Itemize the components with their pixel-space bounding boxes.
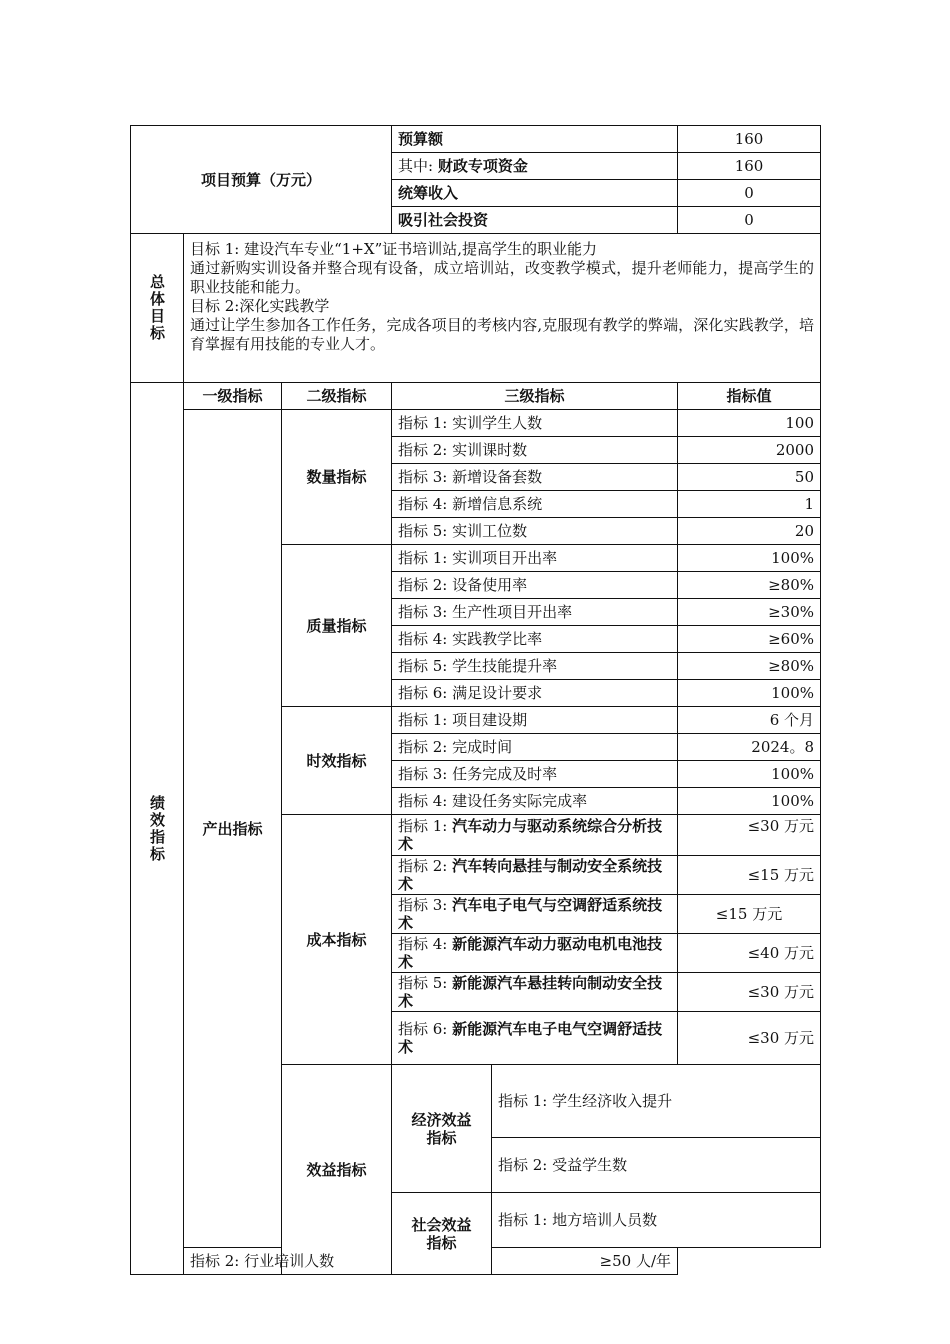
cost-value-4: ≤40 万元: [678, 934, 821, 973]
quantity-item-4: 指标 4: 新增信息系统: [392, 491, 678, 518]
quality-value-1: 100%: [678, 545, 821, 572]
quality-value-6: 100%: [678, 680, 821, 707]
performance-table: [130, 125, 821, 1275]
cost-item-1-name: 汽车动力与驱动系统综合分析技术: [398, 817, 663, 853]
cost-item-4-prefix: 指标 4:: [398, 935, 448, 953]
quality-item-2: 指标 2: 设备使用率: [392, 572, 678, 599]
timeliness-item-4: 指标 4: 建设任务实际完成率: [392, 788, 678, 815]
cost-item-2: [392, 856, 678, 895]
quantity-value-5: 20: [678, 518, 821, 545]
cost-item-3: [392, 895, 678, 934]
budget-row-pooled-value: 0: [678, 180, 821, 207]
quality-value-4: ≥60%: [678, 626, 821, 653]
quantity-item-2: 指标 2: 实训课时数: [392, 437, 678, 464]
budget-row-social-label: 吸引社会投资: [392, 207, 678, 234]
cost-item-1: [392, 815, 678, 856]
cost-item-5: [392, 973, 678, 1012]
social-item-2: 指标 2: 行业培训人数: [184, 1248, 392, 1275]
cost-item-1-prefix: 指标 1:: [398, 817, 448, 835]
quality-value-3: ≥30%: [678, 599, 821, 626]
goals-label-cell: [131, 234, 184, 383]
economic-label: 经济效益指标: [392, 1065, 492, 1193]
cost-value-6: ≤30 万元: [678, 1012, 821, 1065]
goal-line-2: 通过新购实训设备并整合现有设备，成立培训站，改变教学模式，提升老师能力，提高学生的职业技能和能力。: [190, 259, 815, 296]
quantity-value-3: 50: [678, 464, 821, 491]
quality-label: 质量指标: [282, 545, 392, 707]
goal-line-1: 目标 1: 建设汽车专业“1+X”证书培训站,提高学生的职业能力: [190, 240, 598, 258]
output-label: 产出指标: [184, 410, 282, 1248]
quantity-value-1: 100: [678, 410, 821, 437]
cost-label: 成本指标: [282, 815, 392, 1065]
timeliness-value-1: 6 个月: [678, 707, 821, 734]
quantity-item-1: 指标 1: 实训学生人数: [392, 410, 678, 437]
quality-item-4: 指标 4: 实践教学比率: [392, 626, 678, 653]
quality-item-5: 指标 5: 学生技能提升率: [392, 653, 678, 680]
budget-label: 项目预算（万元）: [131, 126, 392, 234]
social-item-1: 指标 1: 地方培训人员数: [492, 1193, 821, 1248]
quantity-item-5: 指标 5: 实训工位数: [392, 518, 678, 545]
cost-item-2-prefix: 指标 2:: [398, 857, 448, 875]
cost-item-6: [392, 1012, 678, 1065]
perf-label: 绩效指标: [148, 794, 166, 863]
header-level1: 一级指标: [184, 383, 282, 410]
economic-item-1: 指标 1: 学生经济收入提升: [492, 1065, 821, 1138]
goals-text: [184, 234, 821, 383]
timeliness-item-1: 指标 1: 项目建设期: [392, 707, 678, 734]
quality-item-6: 指标 6: 满足设计要求: [392, 680, 678, 707]
cost-item-6-name: 新能源汽车电子电气空调舒适技术: [398, 1020, 663, 1056]
budget-row-social-value: 0: [678, 207, 821, 234]
cost-item-3-name: 汽车电子电气与空调舒适系统技术: [398, 896, 663, 932]
timeliness-item-3: 指标 3: 任务完成及时率: [392, 761, 678, 788]
cost-item-5-name: 新能源汽车悬挂转向制动安全技术: [398, 974, 663, 1010]
goal-line-3: 目标 2:深化实践教学: [190, 297, 330, 315]
cost-value-3: ≤15 万元: [678, 895, 821, 934]
quantity-value-4: 1: [678, 491, 821, 518]
cost-value-5: ≤30 万元: [678, 973, 821, 1012]
timeliness-label: 时效指标: [282, 707, 392, 815]
benefit-label: 效益指标: [282, 1065, 392, 1275]
goals-label: 总体目标: [148, 274, 166, 342]
timeliness-item-2: 指标 2: 完成时间: [392, 734, 678, 761]
quantity-item-3: 指标 3: 新增设备套数: [392, 464, 678, 491]
cost-item-5-prefix: 指标 5:: [398, 974, 448, 992]
quality-value-5: ≥80%: [678, 653, 821, 680]
cost-item-2-name: 汽车转向悬挂与制动安全系统技术: [398, 857, 663, 893]
cost-item-6-prefix: 指标 6:: [398, 1020, 448, 1038]
quantity-label: 数量指标: [282, 410, 392, 545]
header-level3: 三级指标: [392, 383, 678, 410]
header-level2: 二级指标: [282, 383, 392, 410]
budget-row-total-value: 160: [678, 126, 821, 153]
quantity-value-2: 2000: [678, 437, 821, 464]
budget-row-fiscal-value: 160: [678, 153, 821, 180]
social-value-2: ≥50 人/年: [492, 1248, 678, 1275]
economic-item-2: 指标 2: 受益学生数: [492, 1138, 821, 1193]
budget-row-fiscal-prefix: 其中:: [398, 157, 434, 175]
quality-item-3: 指标 3: 生产性项目开出率: [392, 599, 678, 626]
perf-label-cell: [131, 383, 184, 1275]
cost-value-1: ≤30 万元: [678, 815, 821, 856]
goal-line-4: 通过让学生参加各工作任务，完成各项目的考核内容,克服现有教学的弊端，深化实践教学，培育掌握有用技能的专业人才。: [190, 316, 815, 353]
cost-item-4: [392, 934, 678, 973]
header-value: 指标值: [678, 383, 821, 410]
timeliness-value-2: 2024。8: [678, 734, 821, 761]
cost-value-2: ≤15 万元: [678, 856, 821, 895]
timeliness-value-3: 100%: [678, 761, 821, 788]
quality-value-2: ≥80%: [678, 572, 821, 599]
quality-item-1: 指标 1: 实训项目开出率: [392, 545, 678, 572]
social-label: 社会效益指标: [392, 1193, 492, 1275]
budget-row-fiscal: [392, 153, 678, 180]
cost-item-4-name: 新能源汽车动力驱动电机电池技术: [398, 935, 663, 971]
timeliness-value-4: 100%: [678, 788, 821, 815]
budget-row-total-label: 预算额: [392, 126, 678, 153]
cost-item-3-prefix: 指标 3:: [398, 896, 448, 914]
budget-row-fiscal-label: 财政专项资金: [437, 157, 528, 175]
budget-row-pooled-label: 统筹收入: [392, 180, 678, 207]
